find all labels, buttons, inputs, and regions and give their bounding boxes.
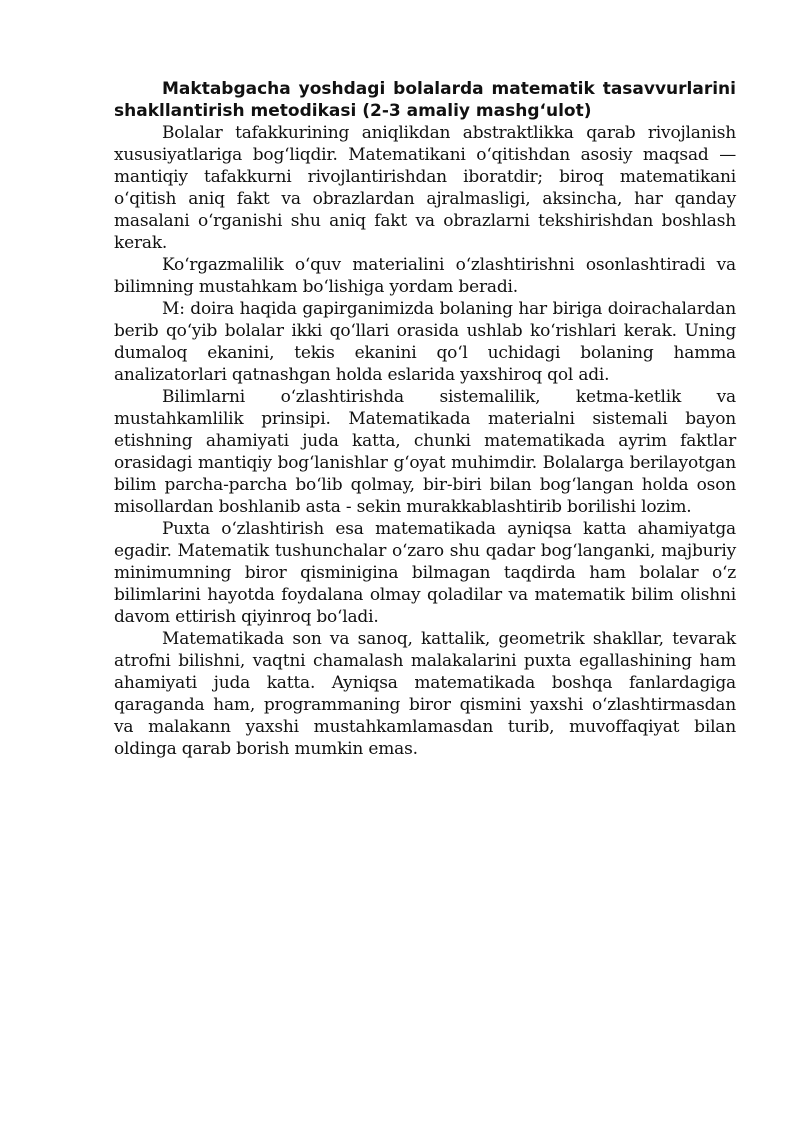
paragraph-4: Bilimlarni o‘zlashtirishda sistemalilik, ketma-ketlik va mustahkamlilik prinsipi. Matematikada materialni sistemali bayon etishning ahamiyati juda katta, chunki matematikada ayrim faktlar orasidagi mantiqiy bog‘lanishlar g‘oyat muhimdir. Bolalarga berilayotgan bilim parcha-parcha bo‘lib qolmay, bir-biri bilan bog‘langan holda oson misollardan boshlanib asta - sekin murakkablashtirib borilishi lozim. xyxy=(114,387,736,517)
paragraph-5: Puxta o‘zlashtirish esa matematikada ayniqsa katta ahamiyatga egadir. Matematik tushunchalar o‘zaro shu qadar bog‘langanki, majburiy minimumning biror qisminigina bilmagan taqdirda ham bolalar o‘z bilimlarini hayotda foydalana olmay qoladilar va matematik bilim olishni davom ettirish qiyinroq bo‘ladi. xyxy=(114,519,736,627)
paragraph-1: Bolalar tafakkurining aniqlikdan abstraktlikka qarab rivojlanish xususiyatlariga bog‘liqdir. Matematikani o‘qitishdan asosiy maqsad — mantiqiy tafakkurni rivojlantirishdan iboratdir; biroq matematikani o‘qitish aniq fakt va obrazlardan ajralmasligi, aksincha, har qanday masalani o‘rganishi shu aniq fakt va obrazlarni tekshirishdan boshlash kerak. xyxy=(114,123,736,253)
paragraph-3: M: doira haqida gapirganimizda bolaning har biriga doirachalardan berib qo‘yib bolalar ikki qo‘llari orasida ushlab ko‘rishlari kerak. Uning dumaloq ekanini, tekis ekanini qo‘l uchidagi bolaning hamma analizatorlari qatnashgan holda eslarida yaxshiroq qol adi. xyxy=(114,299,736,385)
document-page xyxy=(114,78,736,760)
paragraph-6: Matematikada son va sanoq, kattalik, geometrik shakllar, tevarak atrofni bilishni, vaqtni chamalash malakalarini puxta egallashining ham ahamiyati juda katta. Ayniqsa matematikada boshqa fanlardagiga qaraganda ham, programmaning biror qismini yaxshi o‘zlashtirmasdan va malakann yaxshi mustahkamlamasdan turib, muvoffaqiyat bilan oldinga qarab borish mumkin emas. xyxy=(114,629,736,759)
paragraph-2: Ko‘rgazmalilik o‘quv materialini o‘zlashtirishni osonlashtiradi va bilimning mustahkam bo‘lishiga yordam beradi. xyxy=(114,255,736,297)
document-title: Maktabgacha yoshdagi bolalarda matematik tasavvurlarini shakllantirish metodikasi (2-3 amaliy mashg‘ulot) xyxy=(114,79,736,121)
